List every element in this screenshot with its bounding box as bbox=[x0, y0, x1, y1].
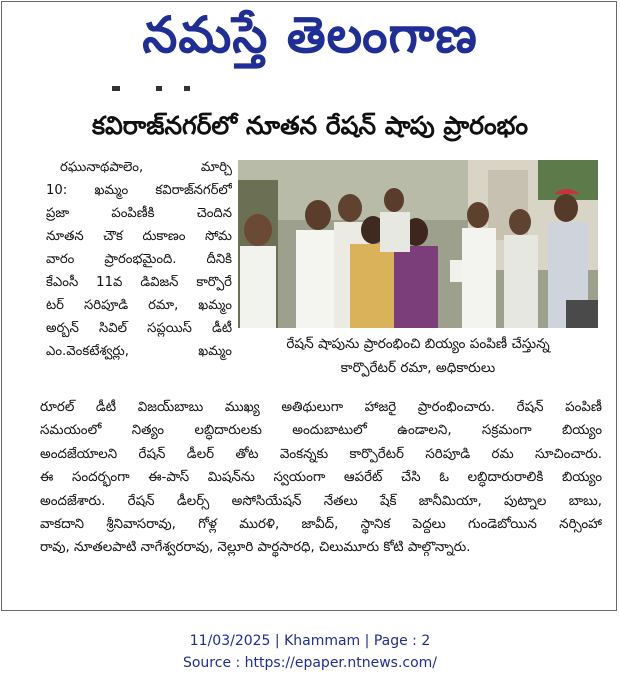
body-line: రావు, నూతలపాటి నాగేశ్వరరావు, నెల్లూరి పార్థసారధి, చిలుమూరు కోటి పాల్గొన్నారు. bbox=[40, 540, 471, 556]
body-line: అందజేశారు. రేషన్ డీలర్స్ అసోసియేషన్ నేతలు షేక్ జానీమియా, పుట్నాల బాబు, bbox=[40, 493, 602, 509]
news-photo bbox=[238, 160, 598, 328]
article-body-column bbox=[46, 156, 232, 363]
body-line: కేఎంసీ 11వ డివిజన్ కార్పొరే bbox=[46, 275, 232, 290]
edition-info: 11/03/2025 | Khammam | Page : 2 bbox=[189, 633, 431, 649]
caption-line: రేషన్ షాపును ప్రారంభించి బియ్యం పంపిణీ చేస్తున్న bbox=[286, 336, 550, 352]
article-headline: కవిరాజ్‌నగర్‌లో నూతన రేషన్ షాపు ప్రారంభం bbox=[91, 111, 529, 140]
body-line: ప్రజా పంపిణీకి చెందిన bbox=[46, 206, 232, 221]
masthead-ornament bbox=[108, 86, 228, 96]
body-line: వారం ప్రారంభమైంది. దీనికి bbox=[46, 252, 232, 267]
body-line: ఎం.వెంకటేశ్వర్లు, ఖమ్మం bbox=[46, 344, 232, 359]
source-link[interactable]: Source : https://epaper.ntnews.com/ bbox=[182, 655, 438, 671]
article-body-full-width bbox=[40, 396, 602, 560]
body-line: 10: ఖమ్మం కవిరాజ్‌నగర్‌లో bbox=[46, 183, 232, 198]
body-line: అర్బన్ సివిల్ సప్లయిస్ డీటీ bbox=[46, 321, 232, 336]
body-line: టర్ సరిపూడి రమా, ఖమ్మం bbox=[46, 298, 232, 313]
page-footer bbox=[0, 630, 620, 674]
newspaper-masthead: నమస్తే తెలంగాణ bbox=[142, 6, 478, 64]
body-line: అందజేయాలని రేషన్ డీలర్ తోట వెంకన్నకు కార్పొరేటర్ సరిపూడి రమ సూచించారు. bbox=[40, 446, 602, 462]
body-line: రఘునాథపాలెం, మార్చి bbox=[60, 160, 232, 175]
caption-line: కార్పొరేటర్ రమా, అధికారులు bbox=[340, 360, 496, 376]
body-line: నూతన చౌక దుకాణం సోమ bbox=[46, 229, 232, 244]
photo-caption bbox=[238, 332, 598, 380]
body-line: సమయంలో నిత్యం లబ్ధిదారులకు అందుబాటులో ఉండాలని, సక్రమంగా బియ్యం bbox=[40, 423, 602, 439]
body-line: వాకదాని శ్రీనివాసరావు, గోళ్ల మురళి, జావీద్, స్థానిక పెద్దలు గుండెబోయిన నర్సింహా bbox=[40, 516, 602, 532]
body-line: రూరల్ డీటీ విజయ్‌బాబు ముఖ్య అతిథులుగా హాజరై ప్రారంభించారు. రేషన్ పంపిణీ bbox=[40, 400, 602, 415]
body-line: ఈ సందర్భంగా ఈ-పాస్ మిషన్‌ను స్వయంగా ఆపరేట్ చేసి ఓ లబ్ధిదారురాలికి బియ్యం bbox=[40, 470, 602, 486]
